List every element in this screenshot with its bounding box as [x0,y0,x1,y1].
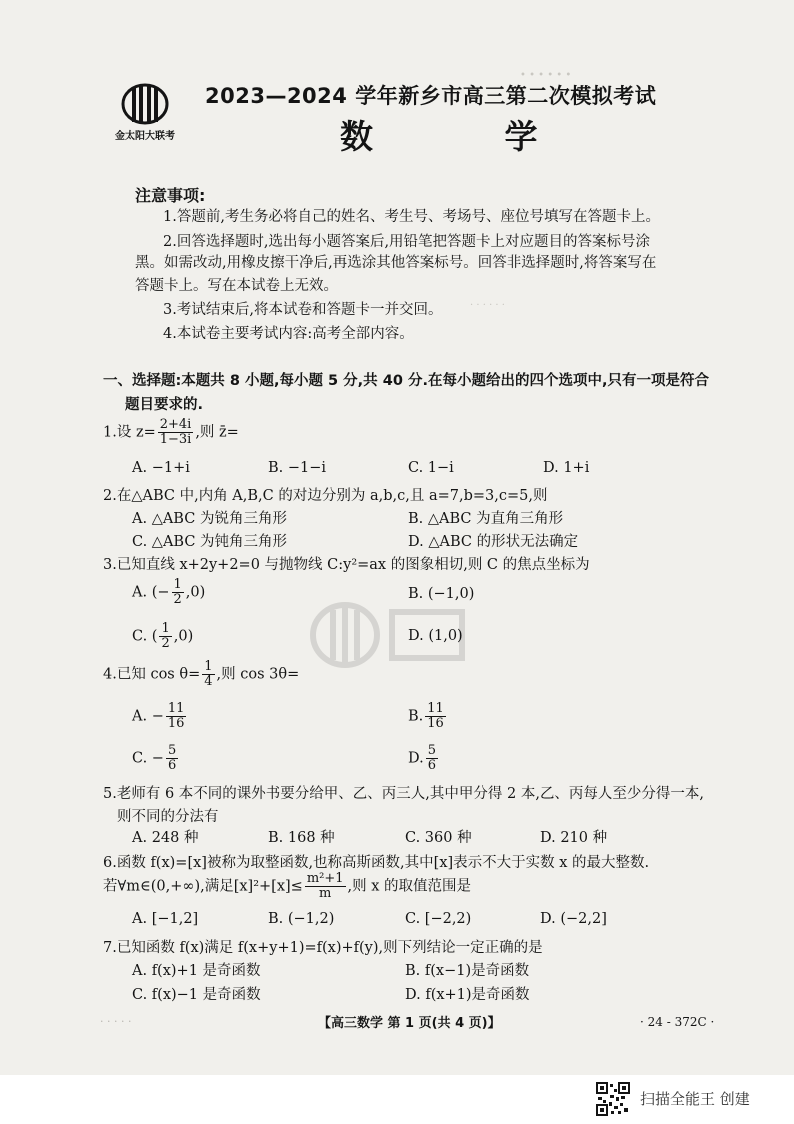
q3-c-fraction [159,622,171,651]
notice-item: 1.答题前,考生务必将自己的姓名、考生号、考场号、座位号填写在答题卡上。 [163,209,660,225]
q3-a-suffix: ,0) [185,584,206,601]
question-5-line: 则不同的分法有 [117,809,219,825]
q4-option-c [132,744,180,773]
q4-c-fraction [166,744,178,773]
q4-b-numerator: 11 [427,701,444,716]
q4-denominator: 4 [204,674,213,689]
q4-a-prefix: A. − [132,708,164,725]
question-5-line: 5.老师有 6 本不同的课外书要分给甲、乙、丙三人,其中甲分得 2 本,乙、丙每人至少分得一本, [103,786,705,802]
q4-b-fraction [425,702,446,731]
q4-fraction [202,660,214,689]
question-7-stem: 7.已知函数 f(x)满足 f(x+y+1)=f(x)+f(y),则下列结论一定正确的是 [103,940,543,956]
notice-item: 答题卡上。写在本试卷上无效。 [135,278,338,294]
q4-b-prefix: B. [408,708,424,725]
question-6-line: 6.函数 f(x)=[x]被称为取整函数,也称高斯函数,其中[x]表示不大于实数 x 的最大整数. [103,855,650,871]
q7-option-c: C. f(x)−1 是奇函数 [132,987,261,1003]
question-6-line [103,872,471,901]
bleed-through-footer: · · · · · [100,1015,132,1028]
q3-option-c [132,622,193,651]
q4-a-fraction [166,702,187,731]
q2-option-b: B. △ABC 为直角三角形 [408,511,564,527]
bleed-through-text: • • • • • • [520,70,572,81]
q5-option-d: D. 210 种 [540,830,608,846]
question-4-stem [103,660,299,689]
notice-title: 注意事项: [135,186,206,205]
question-1-stem [103,418,239,447]
q3-c-numerator: 1 [161,621,170,636]
q4-d-numerator: 5 [427,743,436,758]
q2-option-a: A. △ABC 为锐角三角形 [132,511,287,527]
q4-d-fraction [426,744,438,773]
q7-option-a: A. f(x)+1 是奇函数 [132,963,261,979]
watermark-logo-icon [300,590,480,680]
q4-numerator: 1 [204,659,213,674]
exam-title: 2023—2024 学年新乡市高三第二次模拟考试 [205,84,657,108]
q3-c-denominator: 2 [161,636,170,651]
q4-c-denominator: 6 [167,758,177,773]
qr-code-icon [596,1082,630,1116]
page-footer: 【高三数学 第 1 页(共 4 页)】 [318,1016,501,1031]
notice-item: 4.本试卷主要考试内容:高考全部内容。 [163,326,414,342]
q3-a-fraction [172,578,184,607]
q3-a-prefix: A. (− [132,584,170,601]
q4-a-denominator: 16 [167,716,185,731]
q4-suffix: ,则 cos 3θ= [216,666,300,683]
q4-c-numerator: 5 [167,743,177,758]
q6-option-c: C. [−2,2) [405,911,472,927]
q3-a-numerator: 1 [173,577,182,592]
q4-option-a [132,702,188,731]
q1-option-a: A. −1+i [132,460,190,476]
q6-denominator: m [319,886,332,901]
paper-code: · 24 - 372C · [640,1015,715,1029]
question-2-stem: 2.在△ABC 中,内角 A,B,C 的对边分别为 a,b,c,且 a=7,b=3,c=5,则 [103,488,548,504]
q3-c-suffix: ,0) [173,628,194,645]
q5-option-a: A. 248 种 [132,830,199,846]
q7-option-b: B. f(x−1)是奇函数 [405,963,530,979]
q4-b-denominator: 16 [427,716,444,731]
q4-d-denominator: 6 [427,758,436,773]
subject-title: 数 学 [340,117,598,156]
q7-option-d: D. f(x+1)是奇函数 [405,987,530,1003]
q2-option-d: D. △ABC 的形状无法确定 [408,534,579,550]
q1-option-c: C. 1−i [408,460,454,476]
q4-prefix: 4.已知 cos θ= [103,666,201,683]
notice-item: 黑。如需改动,用橡皮擦干净后,再选涂其他答案标号。回答非选择题时,将答案写在 [135,255,657,271]
q1-suffix: ,则 z̄= [195,424,239,441]
q4-option-d [408,744,440,773]
q4-option-b [408,702,448,731]
q1-denominator: 1−3i [159,432,192,447]
q5-option-b: B. 168 种 [268,830,335,846]
q1-numerator: 2+4i [159,417,192,432]
q3-option-b: B. (−1,0) [408,586,475,602]
scanner-credit: 扫描全能王 创建 [640,1090,750,1108]
q6-option-b: B. (−1,2) [268,911,335,927]
section-line: 一、选择题:本题共 8 小题,每小题 5 分,共 40 分.在每小题给出的四个选项中,只有一项是符合 [103,373,709,389]
q3-option-a [132,578,205,607]
q1-option-b: B. −1−i [268,460,327,476]
q6-prefix: 若∀m∈(0,+∞),满足[x]²+[x]≤ [103,878,303,895]
notice-item: 3.考试结束后,将本试卷和答题卡一并交回。 [163,302,443,318]
q6-suffix: ,则 x 的取值范围是 [347,878,472,895]
section-heading [103,369,709,417]
q5-option-c: C. 360 种 [405,830,472,846]
q1-fraction [158,418,194,447]
q3-a-denominator: 2 [173,592,182,607]
q3-c-prefix: C. ( [132,628,158,645]
q4-c-prefix: C. − [132,750,164,767]
logo-text: 金太阳大联考 [115,131,175,142]
q6-option-d: D. (−2,2] [540,911,607,927]
bleed-through-text: · · · · · · [470,300,505,311]
section-line: 题目要求的. [125,397,204,413]
q6-numerator: m²+1 [306,871,344,886]
q1-option-d: D. 1+i [543,460,590,476]
q6-option-a: A. [−1,2] [132,911,199,927]
notice-item: 2.回答选择题时,选出每小题答案后,用铅笔把答题卡上对应题目的答案标号涂 [163,234,651,250]
q3-option-d: D. (1,0) [408,628,463,644]
q1-prefix: 1.设 z= [103,424,156,441]
q4-a-numerator: 11 [167,701,185,716]
q2-option-c: C. △ABC 为钝角三角形 [132,534,288,550]
question-3-stem: 3.已知直线 x+2y+2=0 与抛物线 C:y²=ax 的图象相切,则 C 的焦点坐标为 [103,557,590,573]
q4-d-prefix: D. [408,750,424,767]
q6-fraction [305,872,346,901]
